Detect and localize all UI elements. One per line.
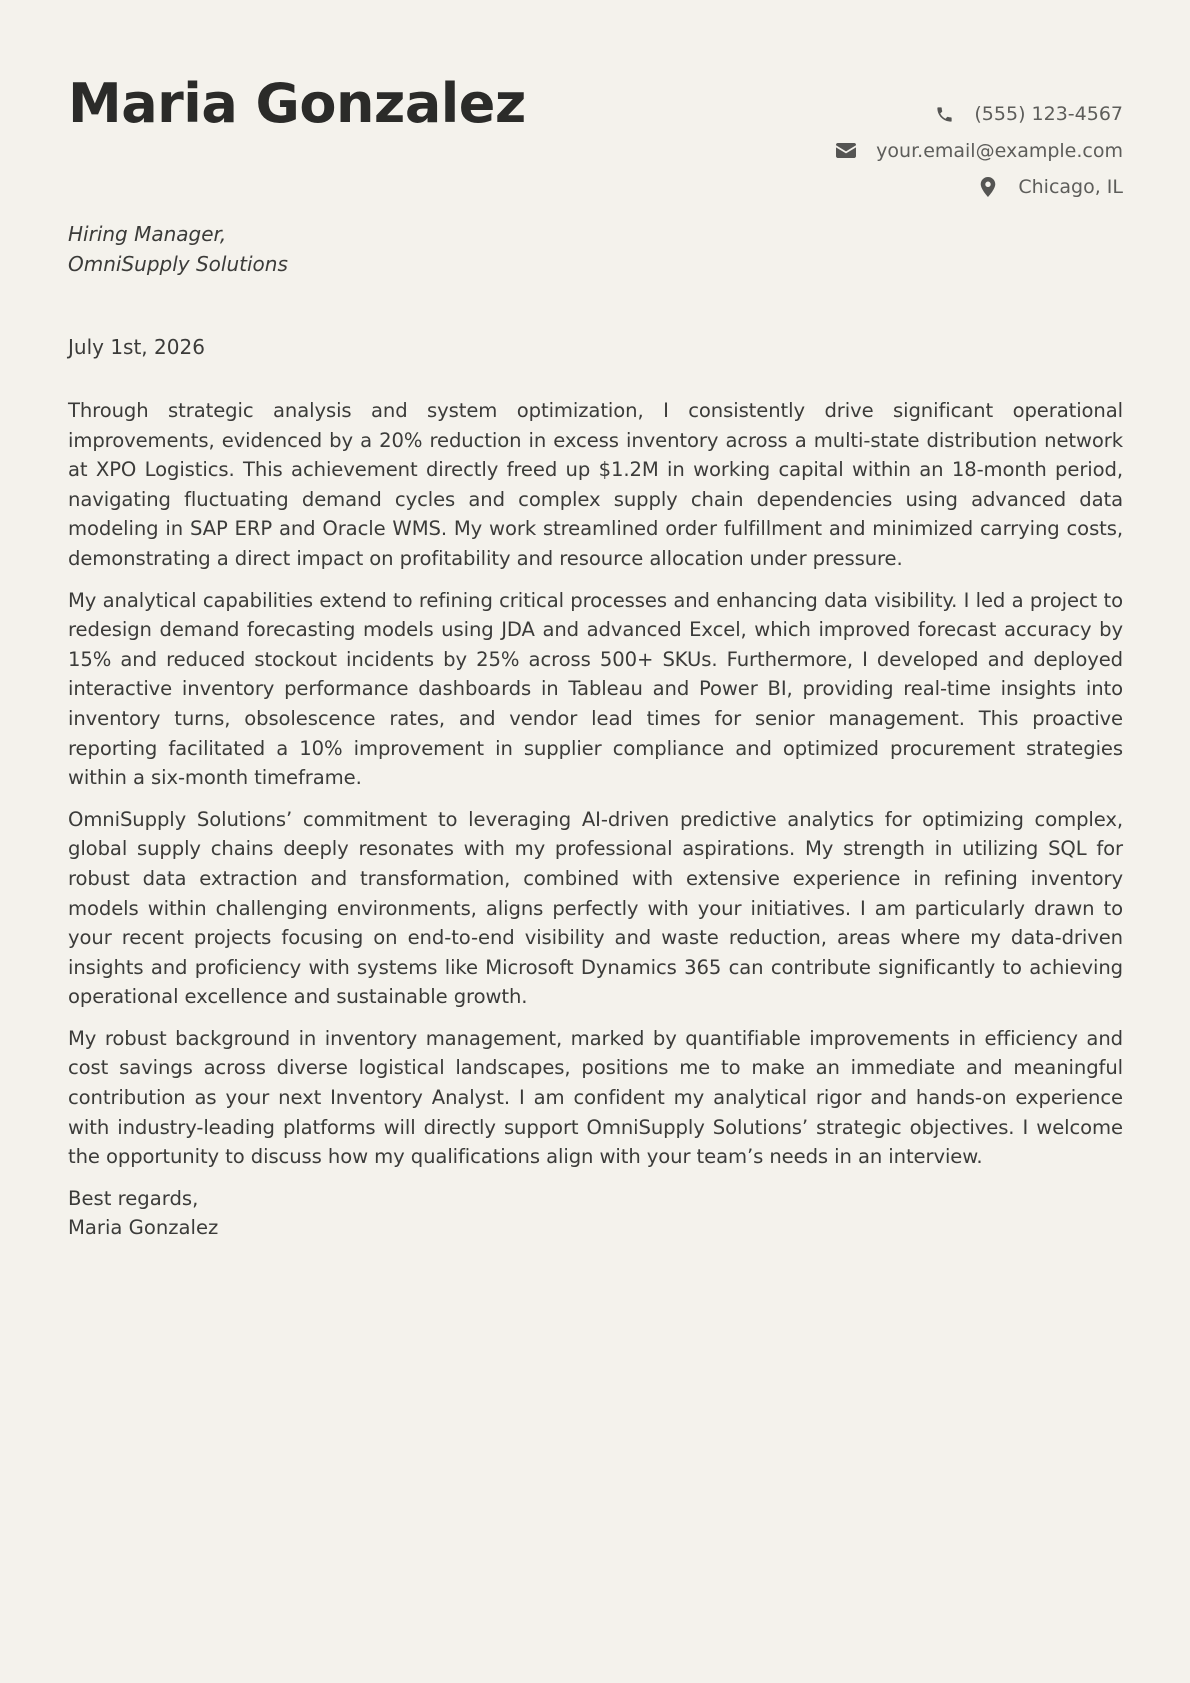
phone-icon: [934, 104, 954, 124]
contact-email-row: [836, 133, 1123, 170]
contact-location: Chicago, IL: [1018, 176, 1123, 199]
body-paragraph: My analytical capabilities extend to refining critical processes and enhancing data visibility. I led a project to redesign demand forecasting models using JDA and advanced Excel, which improved forecast accuracy by 15% and reduced stockout incidents by 25% across 500+ SKUs. Furthermore, I developed and deployed interactive inventory performance dashboards in Tableau and Power BI, providing real-time insights into inventory turns, obsolescence rates, and vendor lead times for senior management. This proactive reporting facilitated a 10% improvement in supplier compliance and optimized procurement strategies within a six-month timeframe.: [68, 588, 1123, 790]
body-paragraph: My robust background in inventory management, marked by quantifiable improvements in efficiency and cost savings across diverse logistical landscapes, positions me to make an immediate and meaningful contribution as your next Inventory Analyst. I am confident my analytical rigor and hands-on experience with industry-leading platforms will directly support OmniSupply Solutions’ strategic objectives. I welcome the opportunity to discuss how my qualifications align with your team’s needs in an interview.: [68, 1026, 1123, 1169]
cover-letter-page: [68, 0, 1123, 1683]
applicant-name: Maria Gonzalez: [68, 72, 526, 135]
contact-phone: (555) 123-4567: [974, 103, 1123, 126]
recipient-company: OmniSupply Solutions: [68, 251, 288, 276]
closing-salutation: Best regards,: [68, 1186, 199, 1210]
body-paragraph: OmniSupply Solutions’ commitment to leveraging AI-driven predictive analytics for optimizing complex, global supply chains deeply resonates with my professional aspirations. My strength in utilizing SQL for robust data extraction and transformation, combined with extensive experience in refining inventory models within challenging environments, aligns perfectly with your initiatives. I am particularly drawn to your recent projects focusing on end-to-end visibility and waste reduction, areas where my data-driven insights and proficiency with systems like Microsoft Dynamics 365 can contribute significantly to achieving operational excellence and sustainable growth.: [68, 807, 1123, 1009]
recipient-title: Hiring Manager,: [68, 222, 227, 246]
body-paragraph: Through strategic analysis and system optimization, I consistently drive significant operational improvements, evidenced by a 20% reduction in excess inventory across a multi-state distribution network at XPO Logistics. This achievement directly freed up $1.2M in working capital within an 18-month period, navigating fluctuating demand cycles and complex supply chain dependencies using advanced data modeling in SAP ERP and Oracle WMS. My work streamlined order fulfillment and minimized carrying costs, demonstrating a direct impact on profitability and resource allocation under pressure.: [68, 399, 1123, 570]
letter-body: [68, 396, 1123, 1243]
closing-signature: Maria Gonzalez: [68, 1216, 219, 1240]
closing-block: [68, 1184, 1123, 1243]
letter-date: July 1st, 2026: [68, 335, 205, 359]
contact-location-row: [836, 169, 1123, 206]
contact-email: your.email@example.com: [876, 139, 1123, 162]
recipient-block: [68, 220, 288, 279]
contact-phone-row: [836, 96, 1123, 133]
map-pin-icon: [978, 177, 998, 197]
envelope-icon: [836, 141, 856, 161]
contact-block: [836, 96, 1123, 206]
